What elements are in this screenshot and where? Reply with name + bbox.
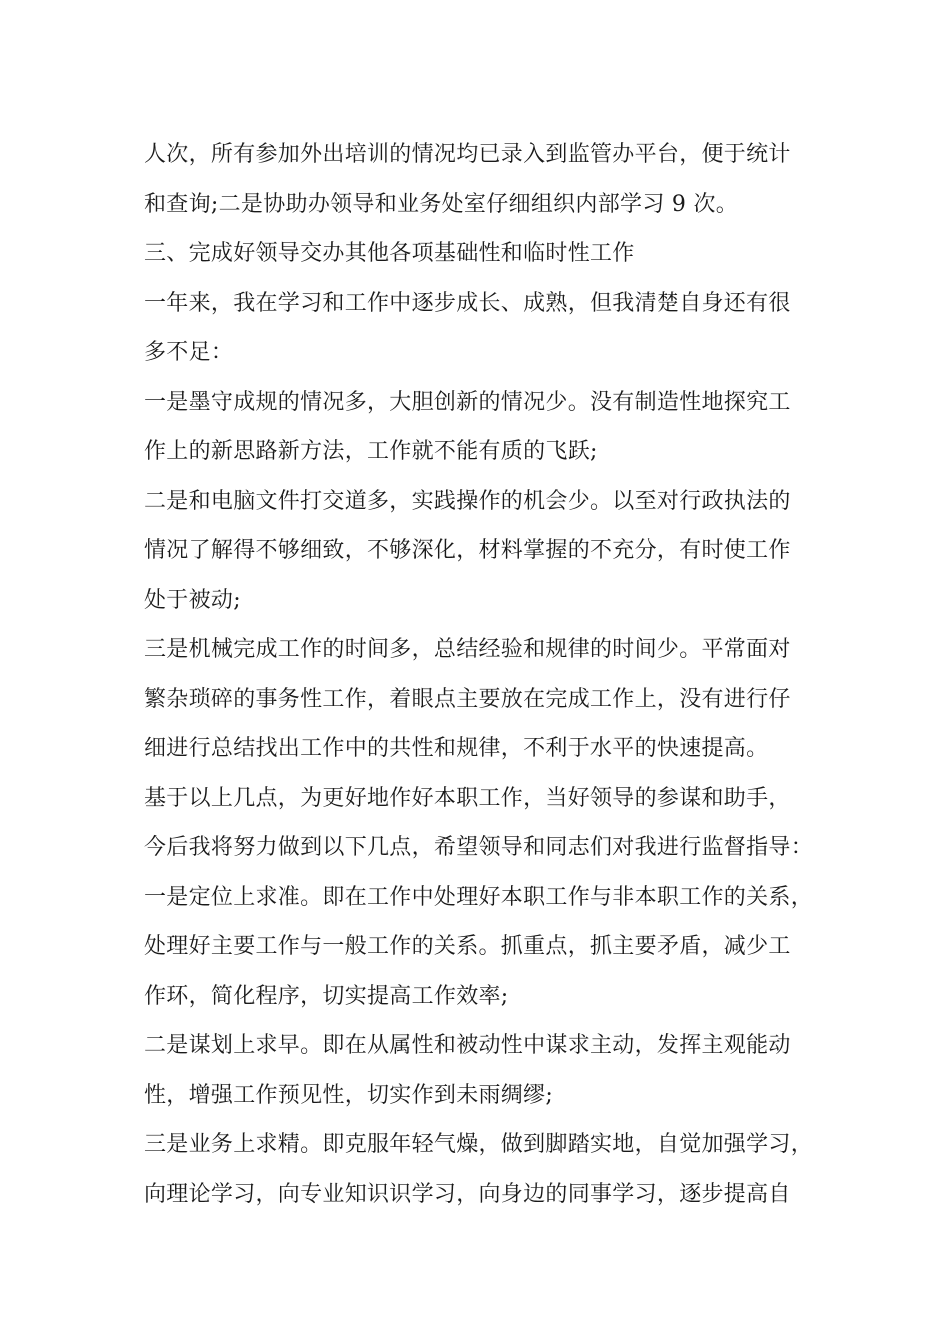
text-line: 处理好主要工作与一般工作的关系。抓重点，抓主要矛盾，减少工 — [144, 934, 791, 959]
text-line: 繁杂琐碎的事务性工作，着眼点主要放在完成工作上，没有进行仔 — [144, 686, 791, 712]
text-line: 一年来，我在学习和工作中逐步成长、成熟，但我清楚自身还有很 — [144, 290, 791, 316]
text-line: 情况了解得不够细致，不够深化，材料掌握的不充分，有时使工作 — [144, 538, 791, 563]
text-line: 一是墨守成规的情况多，大胆创新的情况少。没有制造性地探究工 — [144, 389, 791, 415]
section-heading: 三、完成好领导交办其他各项基础性和临时性工作 — [144, 241, 635, 266]
text-line: 二是和电脑文件打交道多，实践操作的机会少。以至对行政执法的 — [144, 488, 791, 514]
text-line: 今后我将努力做到以下几点，希望领导和同志们对我进行监督指导： — [144, 835, 814, 860]
text-line: 作上的新思路新方法，工作就不能有质的飞跃; — [144, 439, 598, 464]
text-line: 作环，简化程序，切实提高工作效率; — [144, 983, 509, 1009]
text-line: 细进行总结找出工作中的共性和规律，不利于水平的快速提高。 — [144, 736, 769, 761]
text-line: 一是定位上求准。即在工作中处理好本职工作与非本职工作的关系， — [144, 884, 814, 910]
text-line: 二是谋划上求早。即在从属性和被动性中谋求主动，发挥主观能动 — [144, 1033, 791, 1058]
text-line: 三是机械完成工作的时间多，总结经验和规律的时间少。平常面对 — [144, 637, 791, 662]
text-line: 三是业务上求精。即克服年轻气燥，做到脚踏实地，自觉加强学习， — [144, 1132, 814, 1157]
text-line: 性，增强工作预见性，切实作到未雨绸缪; — [144, 1082, 554, 1108]
document-body — [144, 130, 834, 1219]
text-line: 处于被动; — [144, 587, 241, 613]
text-line: 向理论学习，向专业知识识学习，向身边的同事学习，逐步提高自 — [144, 1181, 791, 1207]
text-line: 人次，所有参加外出培训的情况均已录入到监管办平台，便于统计 — [144, 142, 791, 167]
text-line: 多不足： — [144, 340, 234, 365]
text-line: 和查询;二是协助办领导和业务处室仔细组织内部学习 9 次。 — [144, 191, 739, 217]
text-line: 基于以上几点，为更好地作好本职工作，当好领导的参谋和助手， — [144, 785, 791, 811]
